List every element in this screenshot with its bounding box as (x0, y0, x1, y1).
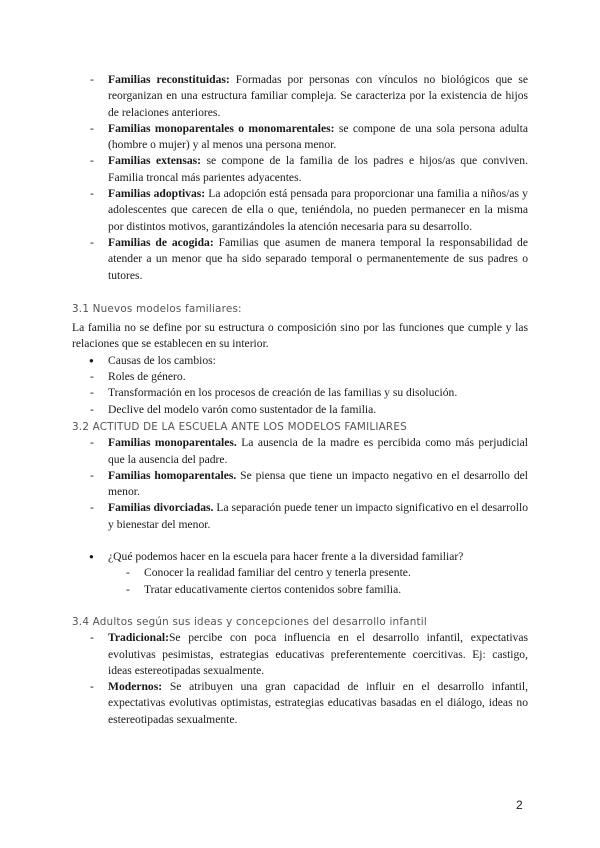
item-text: Formadas por personas con vínculos no biológicos que se reorganizan en una estructura familiar compleja. Se caracteriza por la existencia de hijos de relaciones anteriores. (108, 73, 529, 119)
section-heading-3-1: 3.1 Nuevos modelos familiares: (72, 302, 242, 315)
item-term: Modernos: (108, 680, 163, 694)
family-types-list (72, 72, 528, 284)
causes-list (72, 369, 528, 418)
list-item (72, 72, 528, 121)
item-term: Familias adoptivas: (108, 187, 206, 201)
list-item: ● Causas de los cambios: (72, 353, 528, 369)
list-item: - Conocer la realidad familiar del centro y tenerla presente. (72, 565, 528, 581)
item-text: Familias que asumen de manera temporal la responsabilidad de atender a un menor que ha sido separado temporal o permanentemente de sus padres o tutores. (108, 235, 529, 282)
adults-list (72, 630, 528, 728)
list-item (72, 679, 528, 728)
question-list (72, 549, 528, 565)
list-item (72, 500, 528, 533)
item-text: La adopción está pensada para proporcionar una familia a niños/as y adolescentes que carecen de ella o que, teniéndola, no pueden permanecer en la misma por distintos motivos, garantizándoles la atención necesaria para su desarrollo. (108, 187, 528, 233)
list-item: ● ¿Qué podemos hacer en la escuela para hacer frente a la diversidad familiar? (72, 549, 528, 565)
item-text: se compone de una sola persona adulta (hombre o mujer) y al menos una persona menor. (108, 121, 529, 152)
section-paragraph: La familia no se define por su estructura o composición sino por las funciones que cumple y las relaciones que se establecen en su interior. (72, 321, 528, 351)
item-term: Familias monoparentales. (108, 436, 237, 450)
page-content (72, 72, 528, 728)
item-text: se compone de la familia de los padres e hijos/as que conviven. Familia troncal más parientes adyacentes. (108, 154, 528, 184)
item-text: La separación puede tener un impacto significativo en el desarrollo y bienestar del menor. (108, 501, 528, 531)
item-term: Tradicional: (108, 631, 169, 645)
item-text: La ausencia de la madre es percibida como más perjudicial que la ausencia del padre. (108, 436, 528, 466)
list-item: - Roles de género. (72, 369, 528, 385)
item-text: Se piensa que tiene un impacto negativo en el desarrollo del menor. (108, 468, 528, 499)
spacer (72, 533, 528, 549)
item-term: Familias divorciadas. (108, 501, 214, 515)
item-term: Familias reconstituidas: (108, 73, 230, 86)
list-item (72, 630, 528, 679)
list-item (72, 153, 528, 186)
item-text: Se atribuyen una gran capacidad de influir en el desarrollo infantil, expectativas evolutivas optimistas, estrategias educativas basadas en el diálogo, ideas no estereotipadas sexualmente. (108, 680, 528, 726)
list-item (72, 468, 528, 501)
answers-list (72, 565, 528, 598)
list-item: - Declive del modelo varón como sustentador de la familia. (72, 402, 528, 418)
item-term: Familias monoparentales o monomarentales: (108, 121, 335, 135)
list-item: - Tratar educativamente ciertos contenidos sobre familia. (72, 582, 528, 598)
section-heading-3-2: 3.2 ACTITUD DE LA ESCUELA ANTE LOS MODELOS FAMILIARES (72, 420, 407, 433)
school-attitude-list (72, 435, 528, 533)
section-heading-3-4: 3.4 Adultos según sus ideas y concepciones del desarrollo infantil (72, 615, 427, 628)
item-term: Familias de acogida: (108, 235, 214, 249)
list-item (72, 235, 528, 284)
list-item (72, 186, 528, 235)
item-term: Familias homoparentales. (108, 468, 237, 482)
list-item (72, 121, 528, 154)
page-number: 2 (516, 798, 523, 812)
item-text: Se percibe con poca influencia en el desarrollo infantil, expectativas evolutivas pesimistas, estrategias educativas preferentemente coercitivas. Ej: castigo, ideas estereotipadas sexualmente. (108, 631, 528, 677)
item-term: Familias extensas: (108, 154, 202, 168)
list-item: - Transformación en los procesos de creación de las familias y su disolución. (72, 385, 528, 401)
list-item (72, 435, 528, 468)
causes-bullet-list (72, 353, 528, 369)
